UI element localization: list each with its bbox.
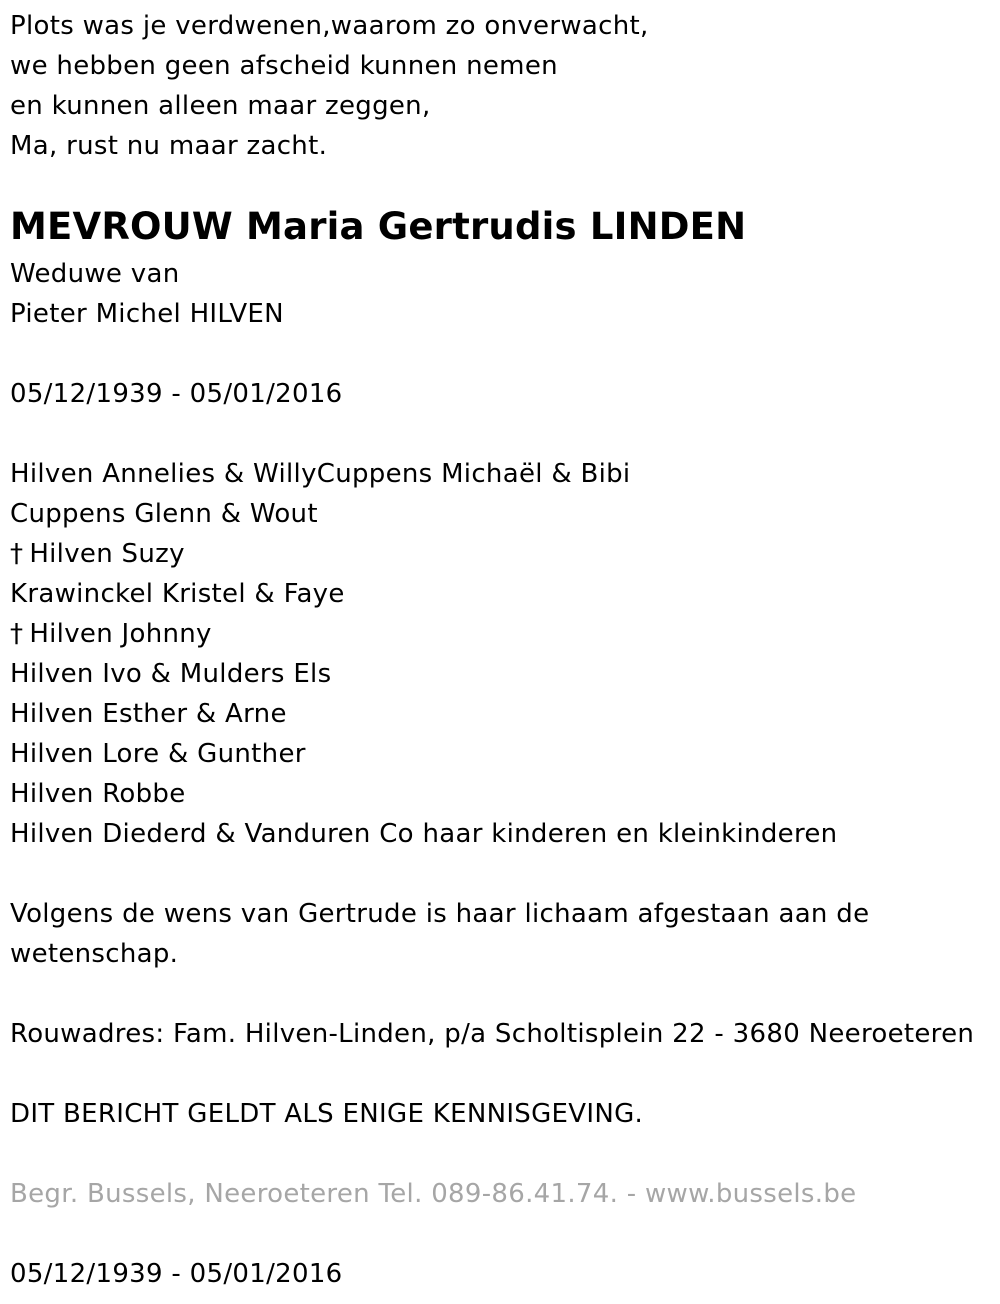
mourning-address: [10, 1014, 974, 1054]
family-member-name: Hilven Annelies & WillyCuppens Michaël & Bibi: [10, 459, 631, 489]
family-member-name: Hilven Ivo & Mulders Els: [10, 659, 332, 689]
wish-line: wetenschap.: [10, 939, 179, 969]
family-member: [10, 734, 837, 774]
widow-block: [10, 254, 284, 334]
spouse-name: Pieter Michel HILVEN: [10, 299, 284, 329]
family-member: [10, 694, 837, 734]
poem-line: we hebben geen afscheid kunnen nemen: [10, 51, 558, 81]
mourning-address-text: Rouwadres: Fam. Hilven-Linden, p/a Scholtisplein 22 - 3680 Neeroeteren: [10, 1019, 975, 1049]
poem-line: en kunnen alleen maar zeggen,: [10, 91, 431, 121]
family-member: [10, 614, 837, 654]
family-member-name: Cuppens Glenn & Wout: [10, 499, 318, 529]
notice: [10, 1094, 643, 1134]
poem: [10, 6, 649, 166]
family-member: [10, 494, 837, 534]
family-member-name: Hilven Diederd & Vanduren Co haar kinderen en kleinkinderen: [10, 819, 838, 849]
funeral-home-text: Begr. Bussels, Neeroeteren Tel. 089-86.41.74. - www.bussels.be: [10, 1179, 857, 1209]
family-list: [10, 454, 837, 854]
poem-line: Plots was je verdwenen,waarom zo onverwacht,: [10, 11, 649, 41]
widow-label: Weduwe van: [10, 259, 180, 289]
funeral-home-footer: [10, 1174, 856, 1214]
family-member: [10, 454, 837, 494]
family-member: [10, 814, 837, 854]
family-member-name: Krawinckel Kristel & Faye: [10, 579, 345, 609]
family-member-name: Hilven Robbe: [10, 779, 186, 809]
wish-line: Volgens de wens van Gertrude is haar lichaam afgestaan aan de: [10, 899, 870, 929]
family-member-name: Hilven Suzy: [29, 539, 185, 569]
family-member-name: Hilven Johnny: [29, 619, 212, 649]
life-dates-text: 05/12/1939 - 05/01/2016: [10, 379, 343, 409]
cross-icon: †: [10, 619, 24, 649]
wish-block: [10, 894, 869, 974]
family-member-name: Hilven Lore & Gunther: [10, 739, 306, 769]
family-member: [10, 774, 837, 814]
family-member-name: Hilven Esther & Arne: [10, 699, 287, 729]
life-dates: [10, 374, 343, 414]
cross-icon: †: [10, 539, 24, 569]
notice-text: DIT BERICHT GELDT ALS ENIGE KENNISGEVING.: [10, 1099, 644, 1129]
family-member: [10, 574, 837, 614]
deceased-name: MEVROUW Maria Gertrudis LINDEN: [10, 205, 747, 248]
life-dates-bottom-text: 05/12/1939 - 05/01/2016: [10, 1259, 343, 1289]
family-member: [10, 534, 837, 574]
family-member: [10, 654, 837, 694]
life-dates-bottom: [10, 1254, 343, 1294]
poem-line: Ma, rust nu maar zacht.: [10, 131, 328, 161]
